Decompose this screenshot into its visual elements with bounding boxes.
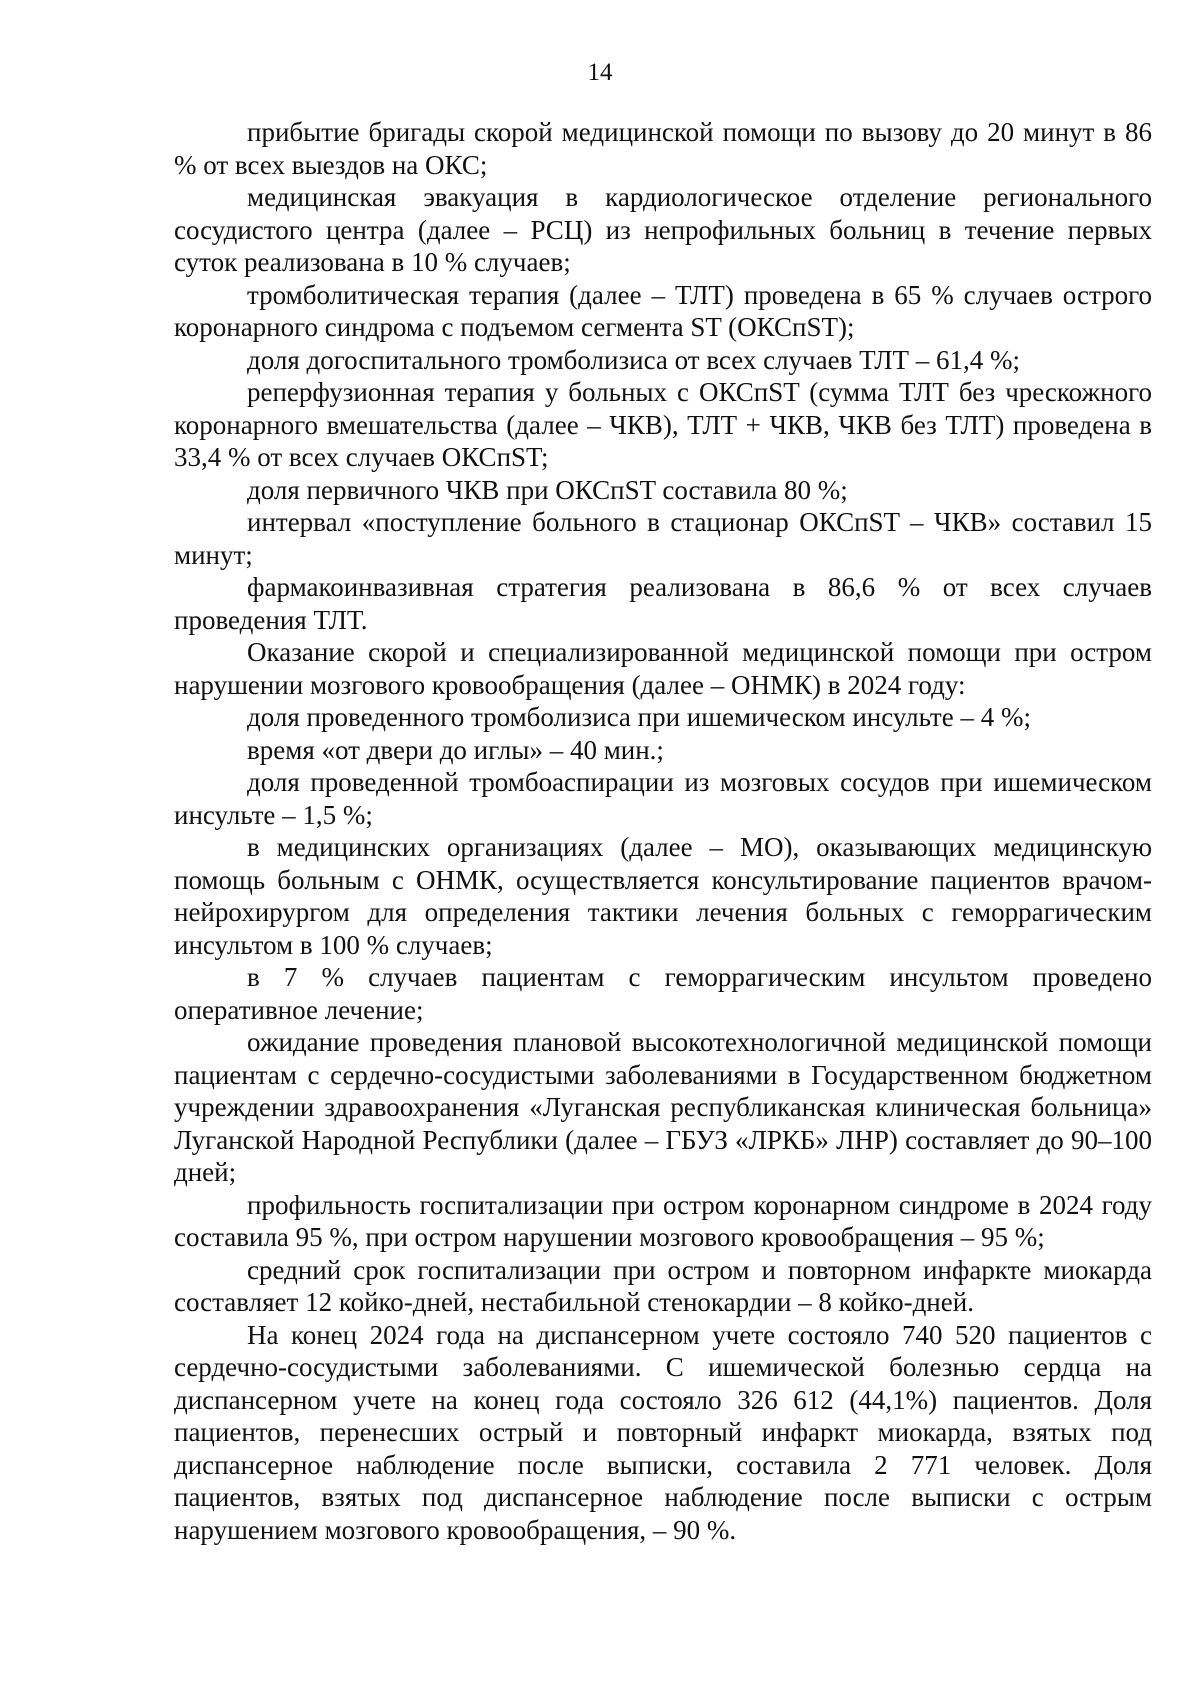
paragraph-stroke-thrombolysis: доля проведенного тромболизиса при ишемическом инсульте – 4 %; <box>247 702 1031 732</box>
paragraph-door-to-pci-interval: интервал «поступление больного в стационар ОКСпST – ЧКВ» составил 15 минут; <box>174 507 1152 570</box>
paragraph-primary-pci: доля первичного ЧКВ при ОКСпST составила 80 %; <box>247 474 848 505</box>
paragraph-neurosurgeon-consult: в медицинских организациях (далее – МО), оказывающих медицинскую помощь больным с ОНМК, осуществляется консультирование пациентов врачом-нейрохирургом для определения тактики лечения больных с геморрагическим инсультом в 100 % случаев; <box>174 832 1152 960</box>
paragraph-stroke-care-intro: Оказание скорой и специализированной медицинской помощи при остром нарушении мозгового кровообращения (далее – ОНМК) в 2024 году: <box>174 637 1152 700</box>
paragraph-prehospital-thrombolysis: доля догоспитального тромболизиса от всех случаев ТЛТ – 61,4 %; <box>247 344 1021 375</box>
paragraph-thrombolytic-therapy: тромболитическая терапия (далее – ТЛТ) проведена в 65 % случаев острого коронарного синдрома с подъемом сегмента ST (ОКСпST); <box>174 279 1152 342</box>
paragraph-pharmacoinvasive-strategy: фармакоинвазивная стратегия реализована в 86,6 % от всех случаев проведения ТЛТ. <box>174 572 1152 635</box>
paragraph-dispensary-registry: На конец 2024 года на диспансерном учете состояло 740 520 пациентов с сердечно-сосудистыми заболеваниями. С ишемической болезнью сердца на диспансерном учете на конец года состояло 326 612 (44,1%) пациентов. Доля пациентов, перенесших острый и повторный инфаркт миокарда, взятых под диспансерное наблюдение после выписки, составила 2 771 человек. Доля пациентов, взятых под диспансерное наблюдение после выписки с острым нарушением мозгового кровообращения, – 90 %. <box>174 1319 1152 1545</box>
paragraph-medical-evacuation: медицинская эвакуация в кардиологическое отделение регионального сосудистого центра (далее – РСЦ) из непрофильных больниц в течение первых суток реализована в 10 % случаев; <box>174 182 1152 277</box>
paragraph-average-stay: средний срок госпитализации при остром и повторном инфаркте миокарда составляет 12 койко-дней, нестабильной стенокардии – 8 койко-дней. <box>174 1254 1152 1317</box>
paragraph-reperfusion-therapy: реперфузионная терапия у больных с ОКСпST (сумма ТЛТ без чрескожного коронарного вмешательства (далее – ЧКВ), ТЛТ + ЧКВ, ЧКВ без ТЛТ) проведена в 33,4 % от всех случаев ОКСпST; <box>174 377 1152 472</box>
paragraph-ambulance-arrival: прибытие бригады скорой медицинской помощи по вызову до 20 минут в 86 % от всех выездов на ОКС; <box>174 117 1152 180</box>
document-body <box>174 116 1152 1546</box>
paragraph-surgical-treatment: в 7 % случаев пациентам с геморрагическим инсультом проведено оперативное лечение; <box>174 962 1152 1025</box>
paragraph-hospitalization-profile: профильность госпитализации при остром коронарном синдроме в 2024 году составила 95 %, при остром нарушении мозгового кровообращения – 95 %; <box>174 1189 1152 1252</box>
paragraph-high-tech-care-wait: ожидание проведения плановой высокотехнологичной медицинской помощи пациентам с сердечно-сосудистыми заболеваниями в Государственном бюджетном учреждении здравоохранения «Луганская республиканская клиническая больница» Луганской Народной Республики (далее – ГБУЗ «ЛРКБ» ЛНР) составляет до 90–100 дней; <box>174 1027 1152 1187</box>
page-number: 14 <box>587 59 613 86</box>
paragraph-thromboaspiration: доля проведенной тромбоаспирации из мозговых сосудов при ишемическом инсульте – 1,5 %; <box>174 767 1152 830</box>
paragraph-door-to-needle: время «от двери до иглы» – 40 мин.; <box>247 734 664 765</box>
